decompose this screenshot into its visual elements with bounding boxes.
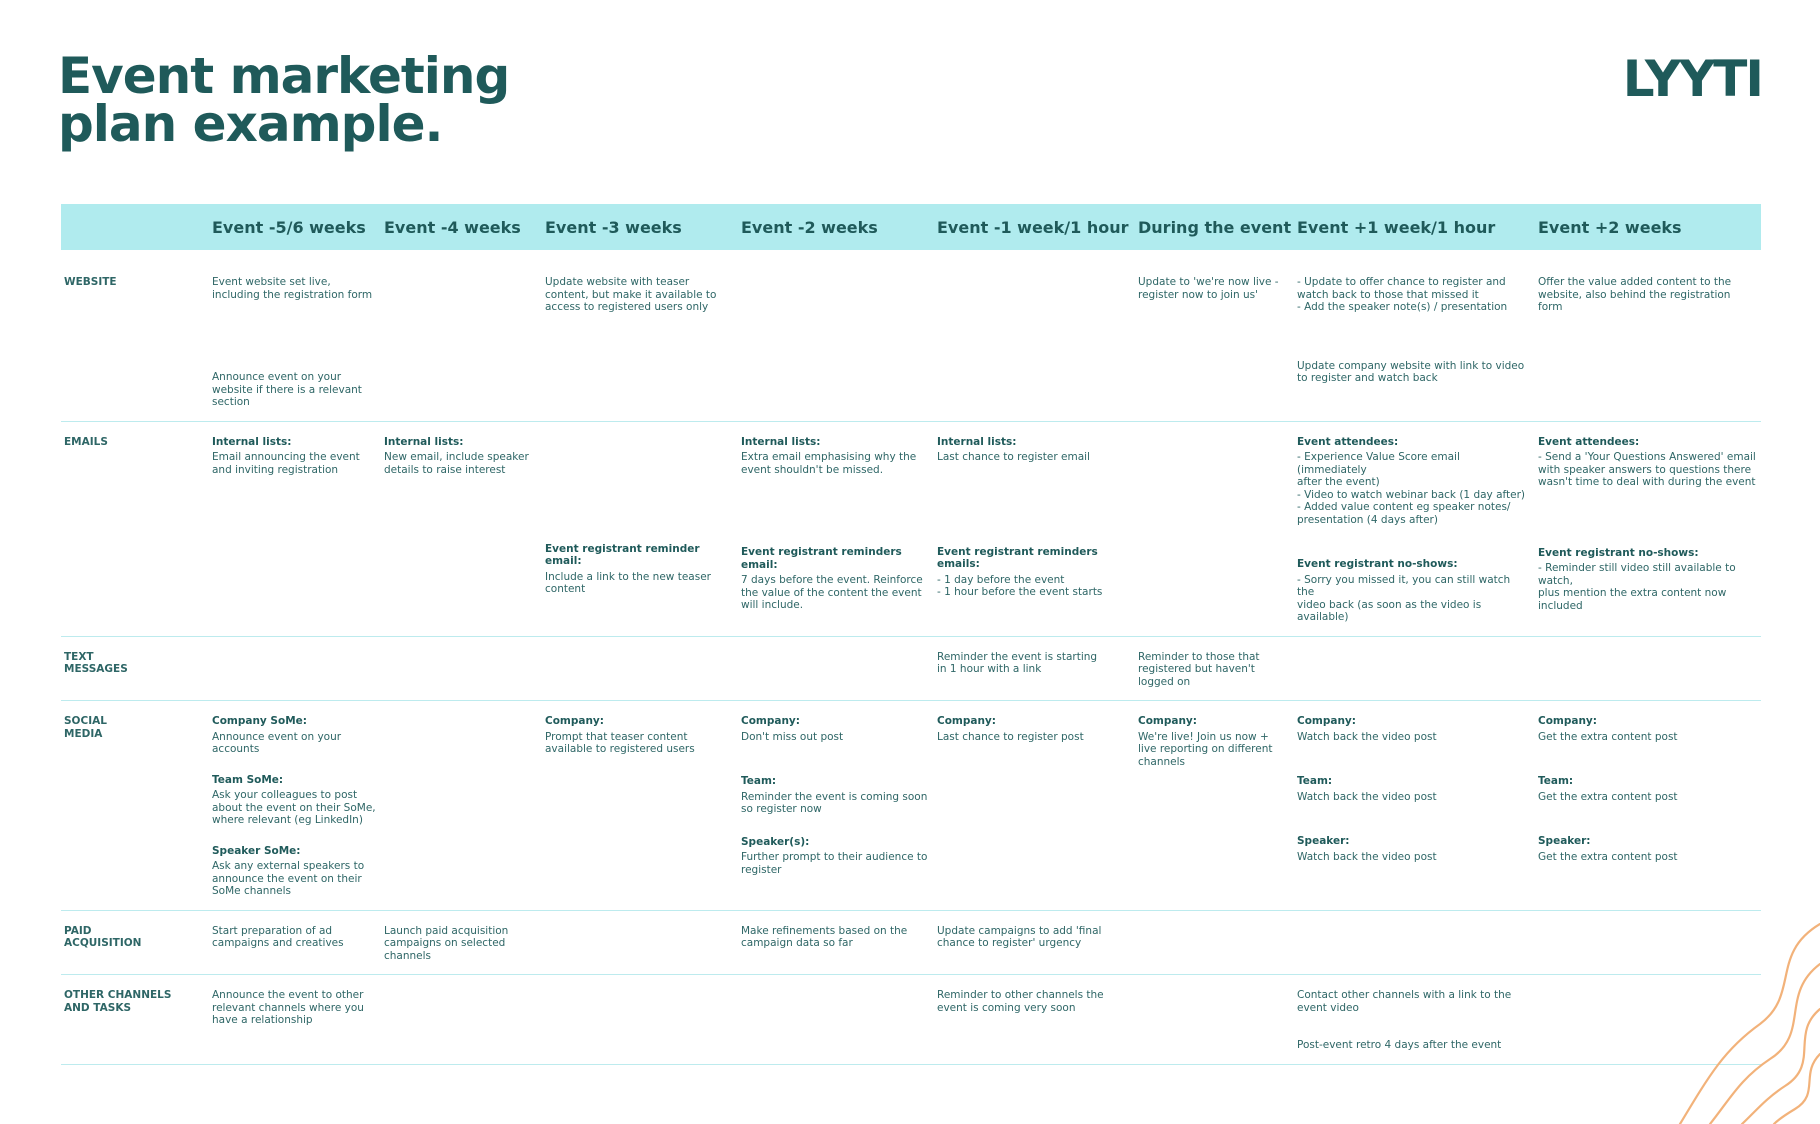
cell-text: Last chance to register post — [937, 730, 1084, 743]
row-website — [61, 250, 1761, 421]
table-cell — [1293, 910, 1534, 975]
table-cell — [933, 701, 1134, 911]
cell-text: - Send a 'Your Questions Answered' email with speaker answers to questions there wasn't time to deal with during the event — [1538, 451, 1756, 488]
cell-text: - Experience Value Score email (immediately after the event) - Video to watch webinar back (1 day after) - Added value content eg speaker notes/ presentation (4 days after) — [1297, 451, 1526, 526]
table-cell — [1134, 636, 1293, 701]
table-cell — [541, 910, 737, 975]
table-cell — [1134, 701, 1293, 911]
cell-text: - Sorry you missed it, you can still watch the video back (as soon as the video is available) — [1297, 573, 1511, 623]
table-cell — [380, 636, 541, 701]
cell-text: Include a link to the new teaser content — [545, 570, 711, 595]
row-emails — [61, 421, 1761, 636]
cell-heading: Speaker(s): — [741, 835, 810, 848]
cell-heading: Speaker: — [1297, 835, 1350, 847]
column-header: Event +2 weeks — [1534, 204, 1761, 250]
cell-text: Update website with teaser content, but make it available to access to registered users only — [545, 276, 717, 313]
table-cell — [208, 421, 380, 636]
table-cell — [737, 910, 933, 975]
row-label: OTHER CHANNELS AND TASKS — [64, 989, 172, 1014]
table-cell — [541, 250, 737, 421]
cell-heading: Internal lists: — [937, 435, 1017, 448]
table-cell — [1293, 636, 1534, 701]
table-cell — [737, 975, 933, 1065]
cell-text: Watch back the video post — [1297, 850, 1437, 863]
wave-decoration — [1670, 914, 1820, 1124]
cell-text: Get the extra content post — [1538, 850, 1678, 863]
cell-heading: Event attendees: — [1538, 435, 1640, 448]
table-cell — [541, 975, 737, 1065]
table-cell — [1293, 701, 1534, 911]
table-cell — [1534, 701, 1761, 911]
cell-heading: Internal lists: — [384, 435, 464, 448]
table-cell — [380, 421, 541, 636]
table-cell — [1134, 975, 1293, 1065]
table-cell — [380, 975, 541, 1065]
cell-heading: Internal lists: — [212, 435, 292, 448]
cell-text: Extra email emphasising why the event shouldn't be missed. — [741, 451, 917, 476]
cell-text: Make refinements based on the campaign data so far — [741, 924, 908, 949]
table-cell — [737, 636, 933, 701]
table-cell — [737, 701, 933, 911]
cell-text: Announce the event to other relevant channels where you have a relationship — [212, 989, 364, 1026]
wave-line — [1710, 964, 1820, 1124]
table-cell — [208, 910, 380, 975]
table-cell — [933, 421, 1134, 636]
cell-text: Don't miss out post — [741, 730, 844, 743]
table-cell — [380, 250, 541, 421]
cell-heading: Company: — [545, 715, 604, 727]
table-cell — [1293, 975, 1534, 1065]
cell-heading: Internal lists: — [741, 435, 821, 448]
cell-text: Watch back the video post — [1297, 730, 1437, 743]
table-cell — [933, 975, 1134, 1065]
cell-text: Email announcing the event and inviting registration — [212, 451, 360, 476]
cell-text: Launch paid acquisition campaigns on selected channels — [384, 924, 509, 962]
table-cell — [1134, 421, 1293, 636]
column-header: Event +1 week/1 hour — [1293, 204, 1534, 250]
table-cell — [541, 636, 737, 701]
table-cell — [380, 701, 541, 911]
cell-text: We're live! Join us now + live reporting on different channels — [1138, 730, 1273, 768]
cell-heading: Event registrant no-shows: — [1538, 546, 1699, 559]
cell-heading: Team: — [741, 775, 777, 787]
cell-text: Get the extra content post — [1538, 730, 1678, 743]
table-cell — [208, 701, 380, 911]
row-label: PAID ACQUISITION — [64, 924, 142, 949]
cell-text: Prompt that teaser content available to registered users — [545, 730, 695, 755]
table-cell — [541, 701, 737, 911]
table-cell — [1293, 421, 1534, 636]
cell-heading: Event registrant reminders emails: — [937, 545, 1098, 570]
cell-text: Reminder to those that registered but haven't logged on — [1138, 650, 1260, 688]
column-header: During the event — [1134, 204, 1293, 250]
cell-heading: Event registrant reminder email: — [545, 542, 700, 567]
row-other-channels — [61, 975, 1761, 1065]
cell-heading: Speaker SoMe: — [212, 844, 301, 857]
table-cell — [933, 636, 1134, 701]
cell-text: - Update to offer chance to register and watch back to those that missed it - Add the speaker note(s) / presentation — [1297, 276, 1508, 313]
cell-text: Get the extra content post — [1538, 790, 1678, 803]
table-cell — [933, 250, 1134, 421]
cell-heading: Company: — [1538, 715, 1597, 727]
column-header: Event -5/6 weeks — [208, 204, 380, 250]
cell-text: Update campaigns to add 'final chance to register' urgency — [937, 924, 1102, 949]
cell-text: Announce event on your accounts — [212, 730, 342, 755]
cell-text: Reminder the event is coming soon so register now — [741, 790, 928, 815]
cell-heading: Company: — [937, 715, 996, 727]
cell-heading: Event registrant no-shows: — [1297, 558, 1458, 570]
lyyti-logo: LYYTI — [1622, 50, 1762, 108]
table-cell — [737, 421, 933, 636]
column-header-corner — [61, 204, 208, 250]
cell-text: Update company website with link to video to register and watch back — [1297, 359, 1525, 384]
table-cell — [380, 910, 541, 975]
table-cell — [1534, 636, 1761, 701]
cell-heading: Team SoMe: — [212, 773, 284, 786]
cell-text: Post-event retro 4 days after the event — [1297, 1039, 1502, 1051]
wave-line — [1680, 924, 1820, 1124]
table-cell — [208, 636, 380, 701]
cell-heading: Team: — [1538, 775, 1574, 787]
cell-heading: Company SoMe: — [212, 715, 307, 727]
row-paid-acquisition — [61, 910, 1761, 975]
cell-text: Announce event on your website if there is a relevant section — [212, 371, 362, 408]
cell-heading: Speaker: — [1538, 835, 1591, 847]
row-label: TEXT MESSAGES — [64, 650, 128, 675]
table-cell — [541, 421, 737, 636]
cell-text: New email, include speaker details to raise interest — [384, 451, 529, 476]
cell-text: - Reminder still video still available to watch, plus mention the extra content now included — [1538, 562, 1736, 612]
row-text-messages — [61, 636, 1761, 701]
table-cell — [208, 975, 380, 1065]
cell-text: Ask your colleagues to post about the event on their SoMe, where relevant (eg LinkedIn) — [212, 789, 376, 826]
column-header: Event -3 weeks — [541, 204, 737, 250]
row-label: SOCIAL MEDIA — [64, 715, 107, 740]
cell-text: - 1 day before the event - 1 hour before the event starts — [937, 573, 1103, 598]
row-label: WEBSITE — [64, 276, 117, 288]
cell-heading: Company: — [741, 715, 800, 727]
row-label: EMAILS — [64, 435, 108, 448]
cell-text: Contact other channels with a link to the event video — [1297, 989, 1512, 1014]
table-cell — [1134, 910, 1293, 975]
wave-line — [1742, 1009, 1820, 1124]
cell-text: Start preparation of ad campaigns and creatives — [212, 924, 344, 949]
table-cell — [933, 910, 1134, 975]
cell-text: Event website set live, including the registration form — [212, 276, 373, 301]
row-social-media — [61, 701, 1761, 911]
column-header: Event -2 weeks — [737, 204, 933, 250]
cell-text: Watch back the video post — [1297, 790, 1437, 803]
table-cell — [737, 250, 933, 421]
cell-text: Offer the value added content to the website, also behind the registration form — [1538, 276, 1732, 313]
cell-text: Reminder the event is starting in 1 hour with a link — [937, 650, 1098, 675]
cell-heading: Team: — [1297, 775, 1333, 787]
cell-heading: Company: — [1138, 715, 1197, 727]
cell-text: Ask any external speakers to announce the event on their SoMe channels — [212, 860, 365, 897]
cell-text: Last chance to register email — [937, 451, 1090, 463]
marketing-plan-table — [61, 204, 1761, 1065]
header-row — [61, 204, 1761, 250]
cell-text: 7 days before the event. Reinforce the value of the content the event will include. — [741, 574, 923, 611]
table-cell — [1534, 421, 1761, 636]
cell-text: Reminder to other channels the event is coming very soon — [937, 989, 1104, 1014]
table-cell — [208, 250, 380, 421]
cell-text: Further prompt to their audience to register — [741, 851, 928, 876]
page-title: Event marketing plan example. — [58, 47, 510, 153]
column-header: Event -1 week/1 hour — [933, 204, 1134, 250]
table-cell — [1534, 250, 1761, 421]
table-cell — [1293, 250, 1534, 421]
table-cell — [1134, 250, 1293, 421]
cell-heading: Event attendees: — [1297, 435, 1399, 448]
cell-heading: Company: — [1297, 715, 1356, 727]
cell-text: Update to 'we're now live - register now to join us' — [1138, 276, 1279, 301]
cell-heading: Event registrant reminders email: — [741, 546, 902, 571]
column-header: Event -4 weeks — [380, 204, 541, 250]
